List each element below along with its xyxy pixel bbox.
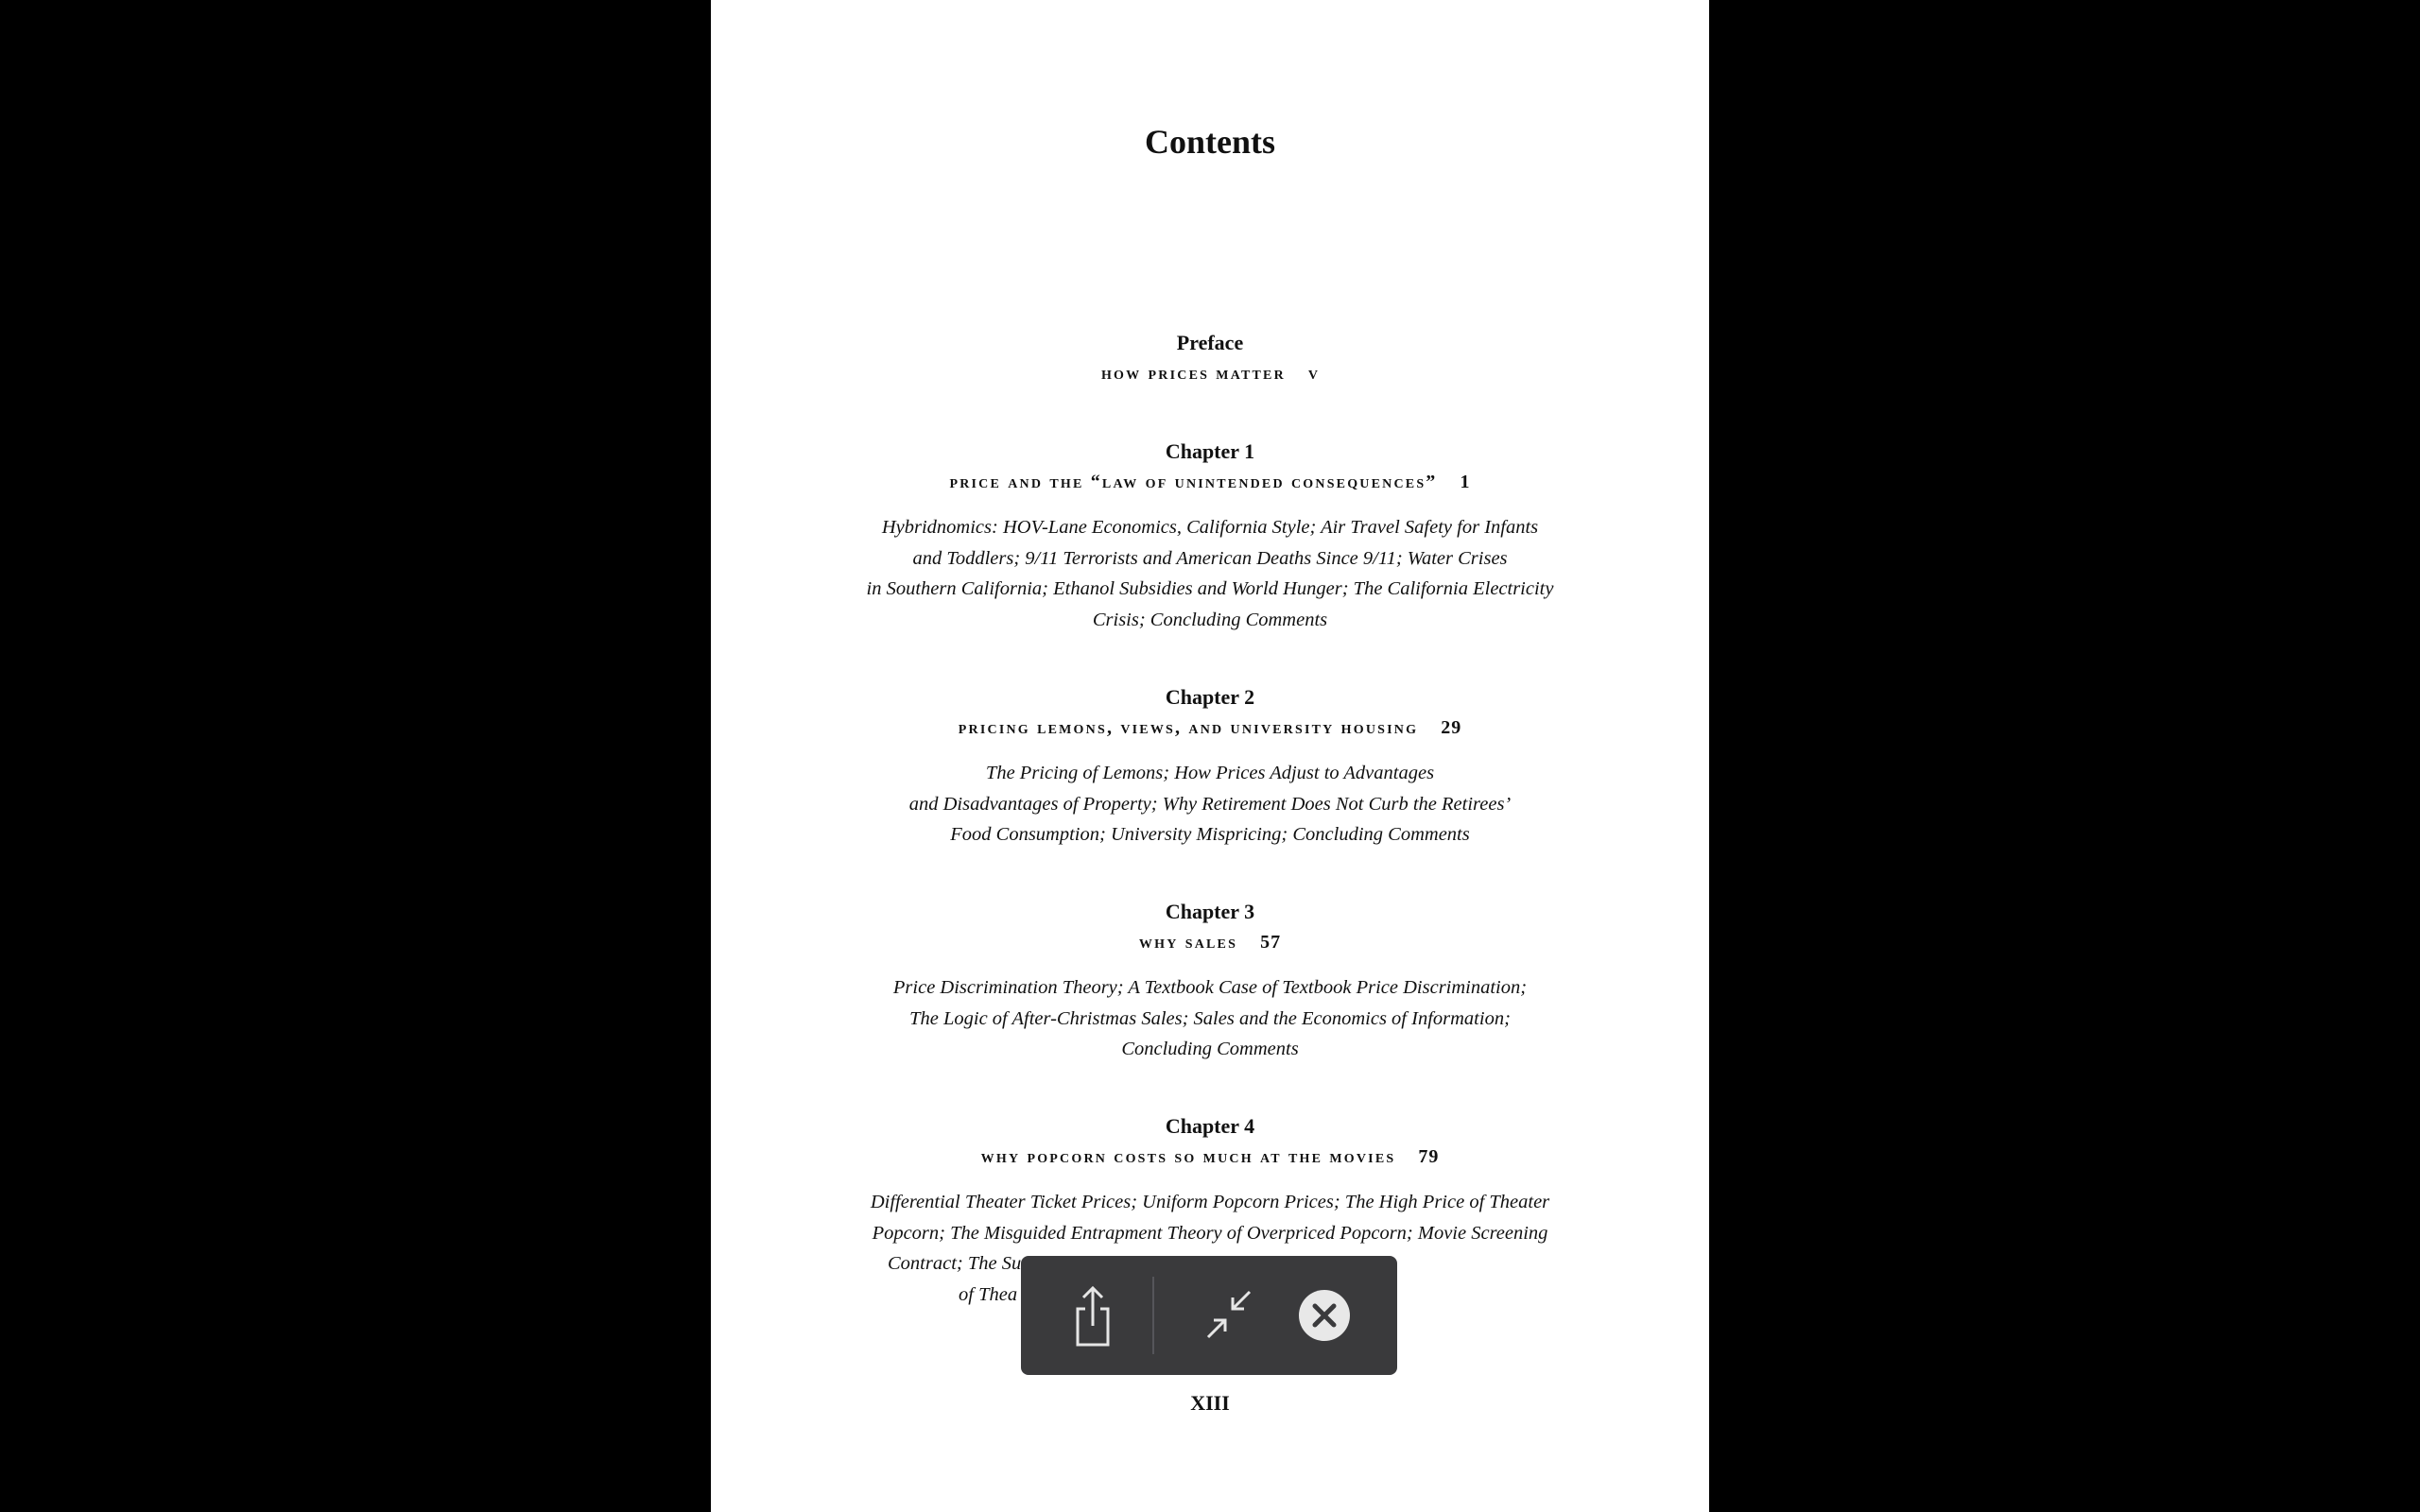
entry-label: Chapter 2 <box>1165 685 1255 709</box>
entry-label: Chapter 1 <box>1165 439 1255 463</box>
page-folio: XIII <box>1190 1391 1230 1415</box>
description-line: The Pricing of Lemons; How Prices Adjust to Advantages <box>985 763 1435 783</box>
entry-title-text: pricing lemons, views, and university housing <box>958 717 1419 738</box>
entry-page-number: v <box>1307 363 1320 384</box>
entry-title <box>711 927 1709 957</box>
toolbar-divider <box>1152 1277 1154 1354</box>
entry-title-text: price and the “law of unintended consequences” <box>949 472 1438 492</box>
close-icon <box>1297 1288 1352 1343</box>
entry-title <box>711 358 1709 388</box>
entry-page-number: 57 <box>1260 932 1282 953</box>
description-line: Concluding Comments <box>1121 1039 1299 1059</box>
entry-title-text: why popcorn costs so much at the movies <box>980 1146 1396 1167</box>
toc-entry-chapter-2 <box>711 682 1709 850</box>
entry-title-text: how prices matter <box>1100 363 1286 384</box>
description-line: Differential Theater Ticket Prices; Uniform Popcorn Prices; The High Price of Theater <box>870 1192 1550 1212</box>
entry-title <box>711 467 1709 497</box>
description-line: Contract; The Su <box>888 1253 1022 1274</box>
description-line: in Southern California; Ethanol Subsidies and World Hunger; The California Electricity <box>866 578 1554 599</box>
description-line: Food Consumption; University Mispricing; Concluding Comments <box>950 824 1470 845</box>
entry-description <box>711 512 1709 635</box>
description-line: and Toddlers; 9/11 Terrorists and American Deaths Since 9/11; Water Crises <box>912 547 1508 569</box>
entry-label: Preface <box>1176 331 1244 354</box>
description-line: of Thea <box>959 1283 1018 1305</box>
entry-label: Chapter 4 <box>1165 1114 1255 1138</box>
entry-page-number: 79 <box>1418 1146 1440 1167</box>
description-line: Crisis; Concluding Comments <box>1092 609 1328 630</box>
toc-entry-chapter-1 <box>711 437 1709 635</box>
exit-fullscreen-button[interactable] <box>1195 1280 1263 1349</box>
entry-title <box>711 1142 1709 1172</box>
close-button[interactable] <box>1297 1288 1352 1343</box>
entry-title <box>711 713 1709 743</box>
toc-entry-chapter-3 <box>711 897 1709 1065</box>
share-button[interactable] <box>1059 1280 1127 1349</box>
exit-fullscreen-icon <box>1195 1280 1263 1349</box>
entry-page-number: 29 <box>1441 717 1462 738</box>
description-line: Popcorn; The Misguided Entrapment Theory of Overpriced Popcorn; Movie Screening <box>872 1222 1548 1244</box>
page-title: Contents <box>1144 123 1275 161</box>
entry-page-number: 1 <box>1460 472 1471 492</box>
entry-label: Chapter 3 <box>1165 900 1255 923</box>
viewer-toolbar <box>1021 1256 1397 1375</box>
entry-description <box>711 758 1709 850</box>
description-line: The Logic of After-Christmas Sales; Sales and the Economics of Information; <box>909 1007 1511 1029</box>
toc-entry-preface <box>711 328 1709 388</box>
entry-title-text: why sales <box>1138 932 1238 953</box>
share-icon <box>1059 1280 1127 1349</box>
description-line: Price Discrimination Theory; A Textbook Case of Textbook Price Discrimination; <box>892 977 1528 998</box>
description-line: and Disadvantages of Property; Why Retirement Does Not Curb the Retirees’ <box>908 793 1512 815</box>
description-line: Hybridnomics: HOV-Lane Economics, California Style; Air Travel Safety for Infants <box>881 517 1539 538</box>
entry-description <box>711 972 1709 1065</box>
